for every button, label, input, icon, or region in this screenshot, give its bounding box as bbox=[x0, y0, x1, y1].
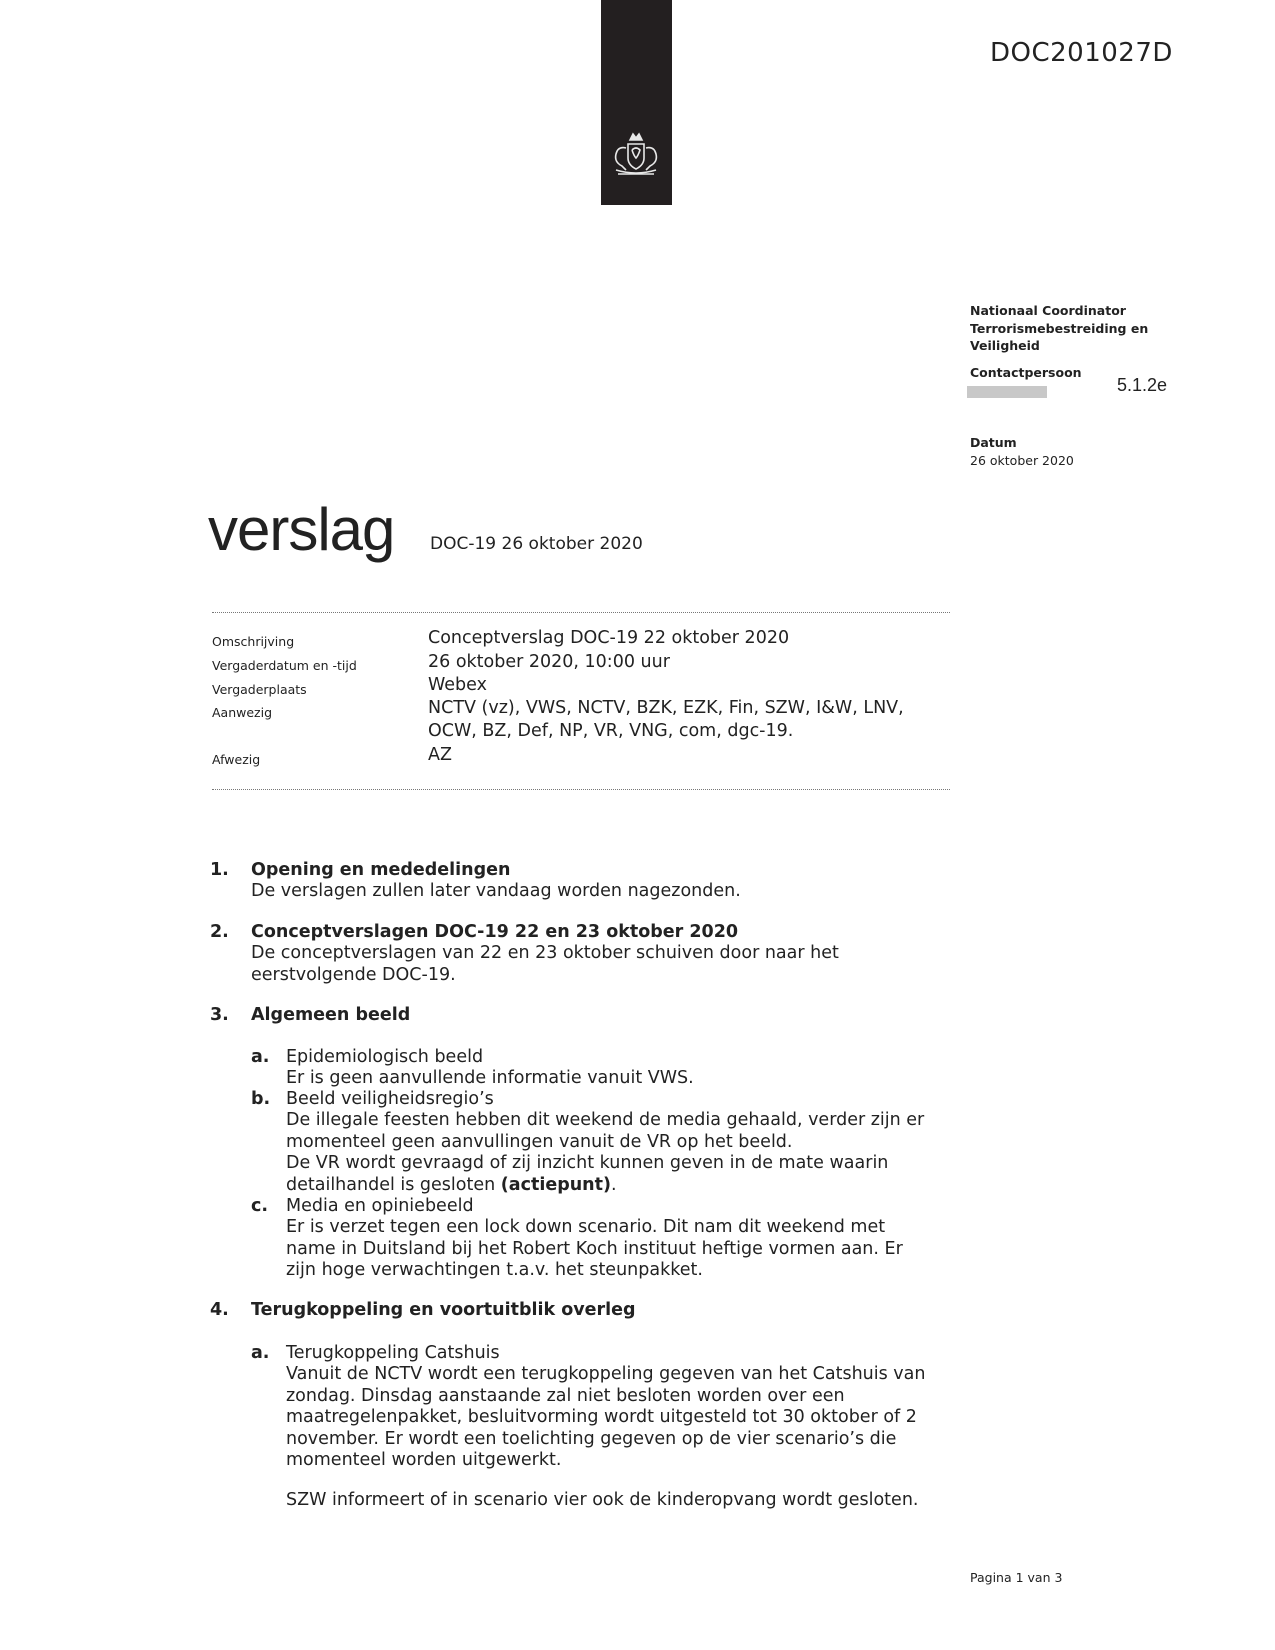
government-logo-band bbox=[601, 0, 672, 205]
body-line: Er is geen aanvullende informatie vanuit VWS. bbox=[286, 1068, 694, 1088]
meta-label: Vergaderdatum en -tijd bbox=[212, 658, 357, 673]
body-line: zijn hoge verwachtingen t.a.v. het steunpakket. bbox=[286, 1260, 703, 1280]
body-line: november. Er wordt een toelichting gegeven op de vier scenario’s die bbox=[286, 1428, 897, 1449]
body-line: zondag. Dinsdag aanstaande zal niet besloten worden over een bbox=[286, 1385, 845, 1406]
section-title: Conceptverslagen DOC-19 22 en 23 oktober 2020 bbox=[251, 922, 739, 942]
meta-label: Omschrijving bbox=[212, 634, 295, 649]
date-value: 26 oktober 2020 bbox=[970, 453, 1074, 468]
org-line: Terrorismebestreiding en bbox=[970, 320, 1149, 336]
body-line: Vanuit de NCTV wordt een terugkoppeling gegeven van het Catshuis van bbox=[286, 1364, 926, 1384]
body-line bbox=[286, 1175, 946, 1197]
body-line: eerstvolgende DOC-19. bbox=[251, 964, 456, 985]
meta-value: Conceptverslag DOC-19 22 oktober 2020 bbox=[428, 628, 790, 648]
document-type: verslag bbox=[208, 496, 395, 563]
subsection-body bbox=[286, 1068, 946, 1090]
organization-name bbox=[970, 302, 1200, 355]
subsection-body bbox=[286, 1217, 946, 1282]
meta-value: 26 oktober 2020, 10:00 uur bbox=[428, 652, 670, 672]
date-label: Datum bbox=[970, 435, 1017, 450]
section-title: Terugkoppeling en voortuitblik overleg bbox=[251, 1300, 636, 1320]
subsection-body bbox=[286, 1364, 946, 1472]
document-subtitle: DOC-19 26 oktober 2020 bbox=[430, 534, 643, 554]
body-line: De illegale feesten hebben dit weekend de media gehaald, verder zijn er bbox=[286, 1110, 925, 1130]
body-line: Er is verzet tegen een lock down scenario. Dit nam dit weekend met bbox=[286, 1217, 886, 1237]
meta-value: Webex bbox=[428, 675, 487, 695]
body-line: momenteel geen aanvullingen vanuit de VR op het beeld. bbox=[286, 1131, 793, 1152]
subsection-body bbox=[286, 1110, 946, 1196]
coat-of-arms-icon bbox=[604, 130, 669, 182]
meta-value: AZ bbox=[428, 745, 452, 765]
subsection-title: Epidemiologisch beeld bbox=[286, 1047, 484, 1067]
meta-label: Vergaderplaats bbox=[212, 682, 307, 697]
subsection-title: Terugkoppeling Catshuis bbox=[286, 1343, 500, 1363]
body-line: De conceptverslagen van 22 en 23 oktober schuiven door naar het bbox=[251, 943, 839, 963]
body-text: . bbox=[611, 1174, 617, 1195]
section-number: 4. bbox=[210, 1300, 229, 1320]
subsection-letter: a. bbox=[251, 1047, 270, 1067]
body-line: De VR wordt gevraagd of zij inzicht kunnen geven in de mate waarin bbox=[286, 1153, 889, 1173]
document-code: DOC201027D bbox=[990, 38, 1173, 68]
section-body bbox=[251, 881, 951, 903]
body-line: momenteel worden uitgewerkt. bbox=[286, 1450, 562, 1470]
page-number: Pagina 1 van 3 bbox=[970, 1570, 1063, 1585]
section-title: Opening en mededelingen bbox=[251, 860, 511, 880]
body-line: SZW informeert of in scenario vier ook de kinderopvang wordt gesloten. bbox=[286, 1490, 919, 1510]
subsection-letter: a. bbox=[251, 1343, 270, 1363]
section-body bbox=[251, 943, 951, 986]
redaction-code: 5.1.2e bbox=[1117, 375, 1168, 395]
subsection-letter: c. bbox=[251, 1196, 269, 1216]
subsection-title: Media en opiniebeeld bbox=[286, 1196, 474, 1216]
divider bbox=[212, 612, 950, 613]
subsection-title: Beeld veiligheidsregio’s bbox=[286, 1089, 494, 1109]
meta-label: Aanwezig bbox=[212, 705, 273, 720]
action-point-label: (actiepunt) bbox=[500, 1174, 612, 1195]
contact-label: Contactpersoon bbox=[970, 365, 1082, 380]
section-number: 2. bbox=[210, 922, 229, 942]
section-title: Algemeen beeld bbox=[251, 1005, 411, 1025]
body-line: name in Duitsland bij het Robert Koch instituut heftige vormen aan. Er bbox=[286, 1238, 903, 1259]
body-line: De verslagen zullen later vandaag worden nagezonden. bbox=[251, 881, 741, 901]
subsection-letter: b. bbox=[251, 1089, 271, 1109]
contact-redaction bbox=[967, 386, 1047, 398]
divider bbox=[212, 789, 950, 790]
section-number: 3. bbox=[210, 1005, 229, 1025]
org-line: Veiligheid bbox=[970, 338, 1040, 353]
body-line: maatregelenpakket, besluitvorming wordt uitgesteld tot 30 oktober of 2 bbox=[286, 1407, 917, 1427]
meta-value: OCW, BZ, Def, NP, VR, VNG, com, dgc-19. bbox=[428, 721, 794, 741]
subsection-body bbox=[286, 1490, 946, 1512]
org-line: Nationaal Coordinator bbox=[970, 303, 1126, 318]
meta-label: Afwezig bbox=[212, 752, 261, 767]
body-text: detailhandel is gesloten bbox=[286, 1174, 501, 1195]
section-number: 1. bbox=[210, 860, 229, 880]
meta-value: NCTV (vz), VWS, NCTV, BZK, EZK, Fin, SZW, I&W, LNV, bbox=[428, 698, 904, 718]
